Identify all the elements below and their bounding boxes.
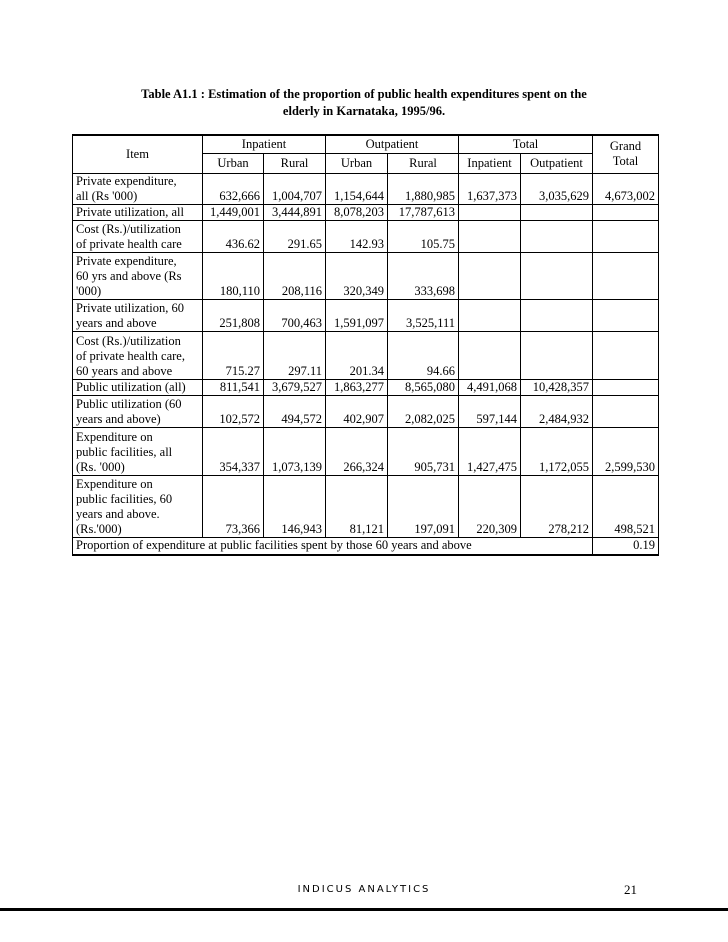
- footer-rule: [0, 908, 728, 911]
- row-value-cell: 1,880,985: [388, 173, 459, 204]
- row-value-cell: 278,212: [521, 475, 593, 537]
- header-inpatient-urban: Urban: [203, 153, 264, 173]
- header-item: Item: [73, 135, 203, 173]
- row-value-cell: 266,324: [326, 427, 388, 475]
- row-value-cell: 354,337: [203, 427, 264, 475]
- row-value-cell: 1,863,277: [326, 379, 388, 395]
- row-value-cell: 715.27: [203, 331, 264, 379]
- header-row-1: [73, 135, 659, 153]
- row-item-line: 60 years and above: [76, 363, 173, 378]
- header-total-outpatient: Outpatient: [521, 153, 593, 173]
- expenditure-table: [72, 134, 659, 556]
- row-value-cell: 1,073,139: [264, 427, 326, 475]
- row-value-cell: 402,907: [326, 395, 388, 427]
- row-value-cell: 1,637,373: [459, 173, 521, 204]
- row-value-cell: 180,110: [203, 252, 264, 299]
- table-row: [73, 252, 659, 299]
- row-item-line: Private expenditure,: [76, 253, 177, 268]
- row-value-cell: 81,121: [326, 475, 388, 537]
- row-item-line: '000): [76, 283, 102, 298]
- row-item-label: [73, 395, 203, 427]
- row-value-cell: [459, 331, 521, 379]
- row-value-cell: 1,449,001: [203, 204, 264, 220]
- row-value-cell: 201.34: [326, 331, 388, 379]
- row-value-cell: 2,599,530: [593, 427, 659, 475]
- row-value-cell: 10,428,357: [521, 379, 593, 395]
- header-inpatient: Inpatient: [203, 135, 326, 153]
- row-value-cell: [593, 379, 659, 395]
- row-value-cell: 436.62: [203, 220, 264, 252]
- row-value-cell: [521, 252, 593, 299]
- table-row: [73, 299, 659, 331]
- proportion-row: [73, 537, 659, 555]
- row-item-line: Public utilization (all): [76, 379, 186, 394]
- row-value-cell: 102,572: [203, 395, 264, 427]
- row-value-cell: [593, 204, 659, 220]
- row-value-cell: 1,154,644: [326, 173, 388, 204]
- table-row: [73, 379, 659, 395]
- row-value-cell: 811,541: [203, 379, 264, 395]
- row-item-label: [73, 299, 203, 331]
- row-value-cell: [459, 204, 521, 220]
- table-title-line-1: Table A1.1 : Estimation of the proportion of public health expenditures spent on the: [141, 87, 587, 101]
- header-total: Total: [459, 135, 593, 153]
- row-value-cell: 94.66: [388, 331, 459, 379]
- row-value-cell: 700,463: [264, 299, 326, 331]
- table-title: [0, 86, 728, 120]
- row-value-cell: 333,698: [388, 252, 459, 299]
- row-value-cell: [593, 252, 659, 299]
- row-value-cell: 291.65: [264, 220, 326, 252]
- proportion-label: Proportion of expenditure at public facilities spent by those 60 years and above: [73, 537, 593, 555]
- row-value-cell: 632,666: [203, 173, 264, 204]
- row-value-cell: [459, 252, 521, 299]
- row-value-cell: 3,525,111: [388, 299, 459, 331]
- row-value-cell: 4,673,002: [593, 173, 659, 204]
- row-value-cell: 1,427,475: [459, 427, 521, 475]
- table-row: [73, 204, 659, 220]
- row-item-label: [73, 173, 203, 204]
- row-item-line: Cost (Rs.)/utilization: [76, 221, 181, 236]
- header-outpatient-urban: Urban: [326, 153, 388, 173]
- row-value-cell: [459, 220, 521, 252]
- row-item-line: Expenditure on: [76, 429, 153, 444]
- row-value-cell: [521, 299, 593, 331]
- row-item-line: 60 yrs and above (Rs: [76, 268, 182, 283]
- row-value-cell: 905,731: [388, 427, 459, 475]
- row-item-line: (Rs. '000): [76, 459, 125, 474]
- row-value-cell: 1,172,055: [521, 427, 593, 475]
- row-value-cell: 142.93: [326, 220, 388, 252]
- row-item-label: [73, 379, 203, 395]
- row-item-line: (Rs.'000): [76, 521, 122, 536]
- page-number: 21: [624, 882, 637, 897]
- row-item-label: [73, 331, 203, 379]
- row-value-cell: 105.75: [388, 220, 459, 252]
- row-value-cell: [593, 331, 659, 379]
- row-value-cell: 1,004,707: [264, 173, 326, 204]
- row-item-label: [73, 252, 203, 299]
- header-outpatient: Outpatient: [326, 135, 459, 153]
- row-value-cell: 1,591,097: [326, 299, 388, 331]
- row-value-cell: 208,116: [264, 252, 326, 299]
- table-row: [73, 475, 659, 537]
- header-outpatient-rural: Rural: [388, 153, 459, 173]
- header-total-inpatient: Inpatient: [459, 153, 521, 173]
- row-item-line: all (Rs '000): [76, 188, 138, 203]
- row-value-cell: 2,082,025: [388, 395, 459, 427]
- row-value-cell: 297.11: [264, 331, 326, 379]
- row-value-cell: 597,144: [459, 395, 521, 427]
- row-item-label: [73, 427, 203, 475]
- proportion-value: 0.19: [593, 537, 659, 555]
- row-item-line: public facilities, 60: [76, 491, 173, 506]
- row-value-cell: 3,035,629: [521, 173, 593, 204]
- row-value-cell: [521, 331, 593, 379]
- row-value-cell: [459, 299, 521, 331]
- row-item-line: of private health care,: [76, 348, 185, 363]
- row-value-cell: 2,484,932: [521, 395, 593, 427]
- row-item-line: of private health care: [76, 236, 182, 251]
- table-row: [73, 220, 659, 252]
- table-row: [73, 173, 659, 204]
- table-row: [73, 427, 659, 475]
- row-item-line: Expenditure on: [76, 476, 153, 491]
- row-item-line: Private utilization, all: [76, 204, 184, 219]
- row-item-line: years and above.: [76, 506, 160, 521]
- row-value-cell: 3,679,527: [264, 379, 326, 395]
- row-value-cell: [593, 395, 659, 427]
- footer-brand: INDICUS ANALYTICS: [297, 884, 431, 895]
- row-item-line: public facilities, all: [76, 444, 173, 459]
- row-value-cell: 4,491,068: [459, 379, 521, 395]
- row-value-cell: 8,078,203: [326, 204, 388, 220]
- row-value-cell: 197,091: [388, 475, 459, 537]
- row-value-cell: 17,787,613: [388, 204, 459, 220]
- row-item-label: [73, 475, 203, 537]
- row-value-cell: [521, 204, 593, 220]
- row-value-cell: 251,808: [203, 299, 264, 331]
- row-value-cell: [593, 299, 659, 331]
- row-value-cell: 8,565,080: [388, 379, 459, 395]
- row-item-label: [73, 204, 203, 220]
- row-value-cell: 498,521: [593, 475, 659, 537]
- row-item-line: Public utilization (60: [76, 396, 182, 411]
- table-row: [73, 331, 659, 379]
- row-value-cell: 73,366: [203, 475, 264, 537]
- row-value-cell: 146,943: [264, 475, 326, 537]
- header-grand-total-line-1: Grand: [609, 139, 642, 154]
- row-value-cell: 3,444,891: [264, 204, 326, 220]
- row-item-line: years and above: [76, 315, 157, 330]
- row-item-line: years and above): [76, 411, 161, 426]
- header-grand-total-line-2: Total: [612, 154, 639, 169]
- table-title-line-2: elderly in Karnataka, 1995/96.: [282, 104, 446, 118]
- row-value-cell: 494,572: [264, 395, 326, 427]
- row-item-line: Cost (Rs.)/utilization: [76, 333, 181, 348]
- table-row: [73, 395, 659, 427]
- row-value-cell: 320,349: [326, 252, 388, 299]
- row-value-cell: [593, 220, 659, 252]
- row-item-label: [73, 220, 203, 252]
- header-inpatient-rural: Rural: [264, 153, 326, 173]
- row-value-cell: 220,309: [459, 475, 521, 537]
- row-item-line: Private utilization, 60: [76, 300, 184, 315]
- row-value-cell: [521, 220, 593, 252]
- row-item-line: Private expenditure,: [76, 173, 177, 188]
- header-grand-total: [593, 135, 659, 173]
